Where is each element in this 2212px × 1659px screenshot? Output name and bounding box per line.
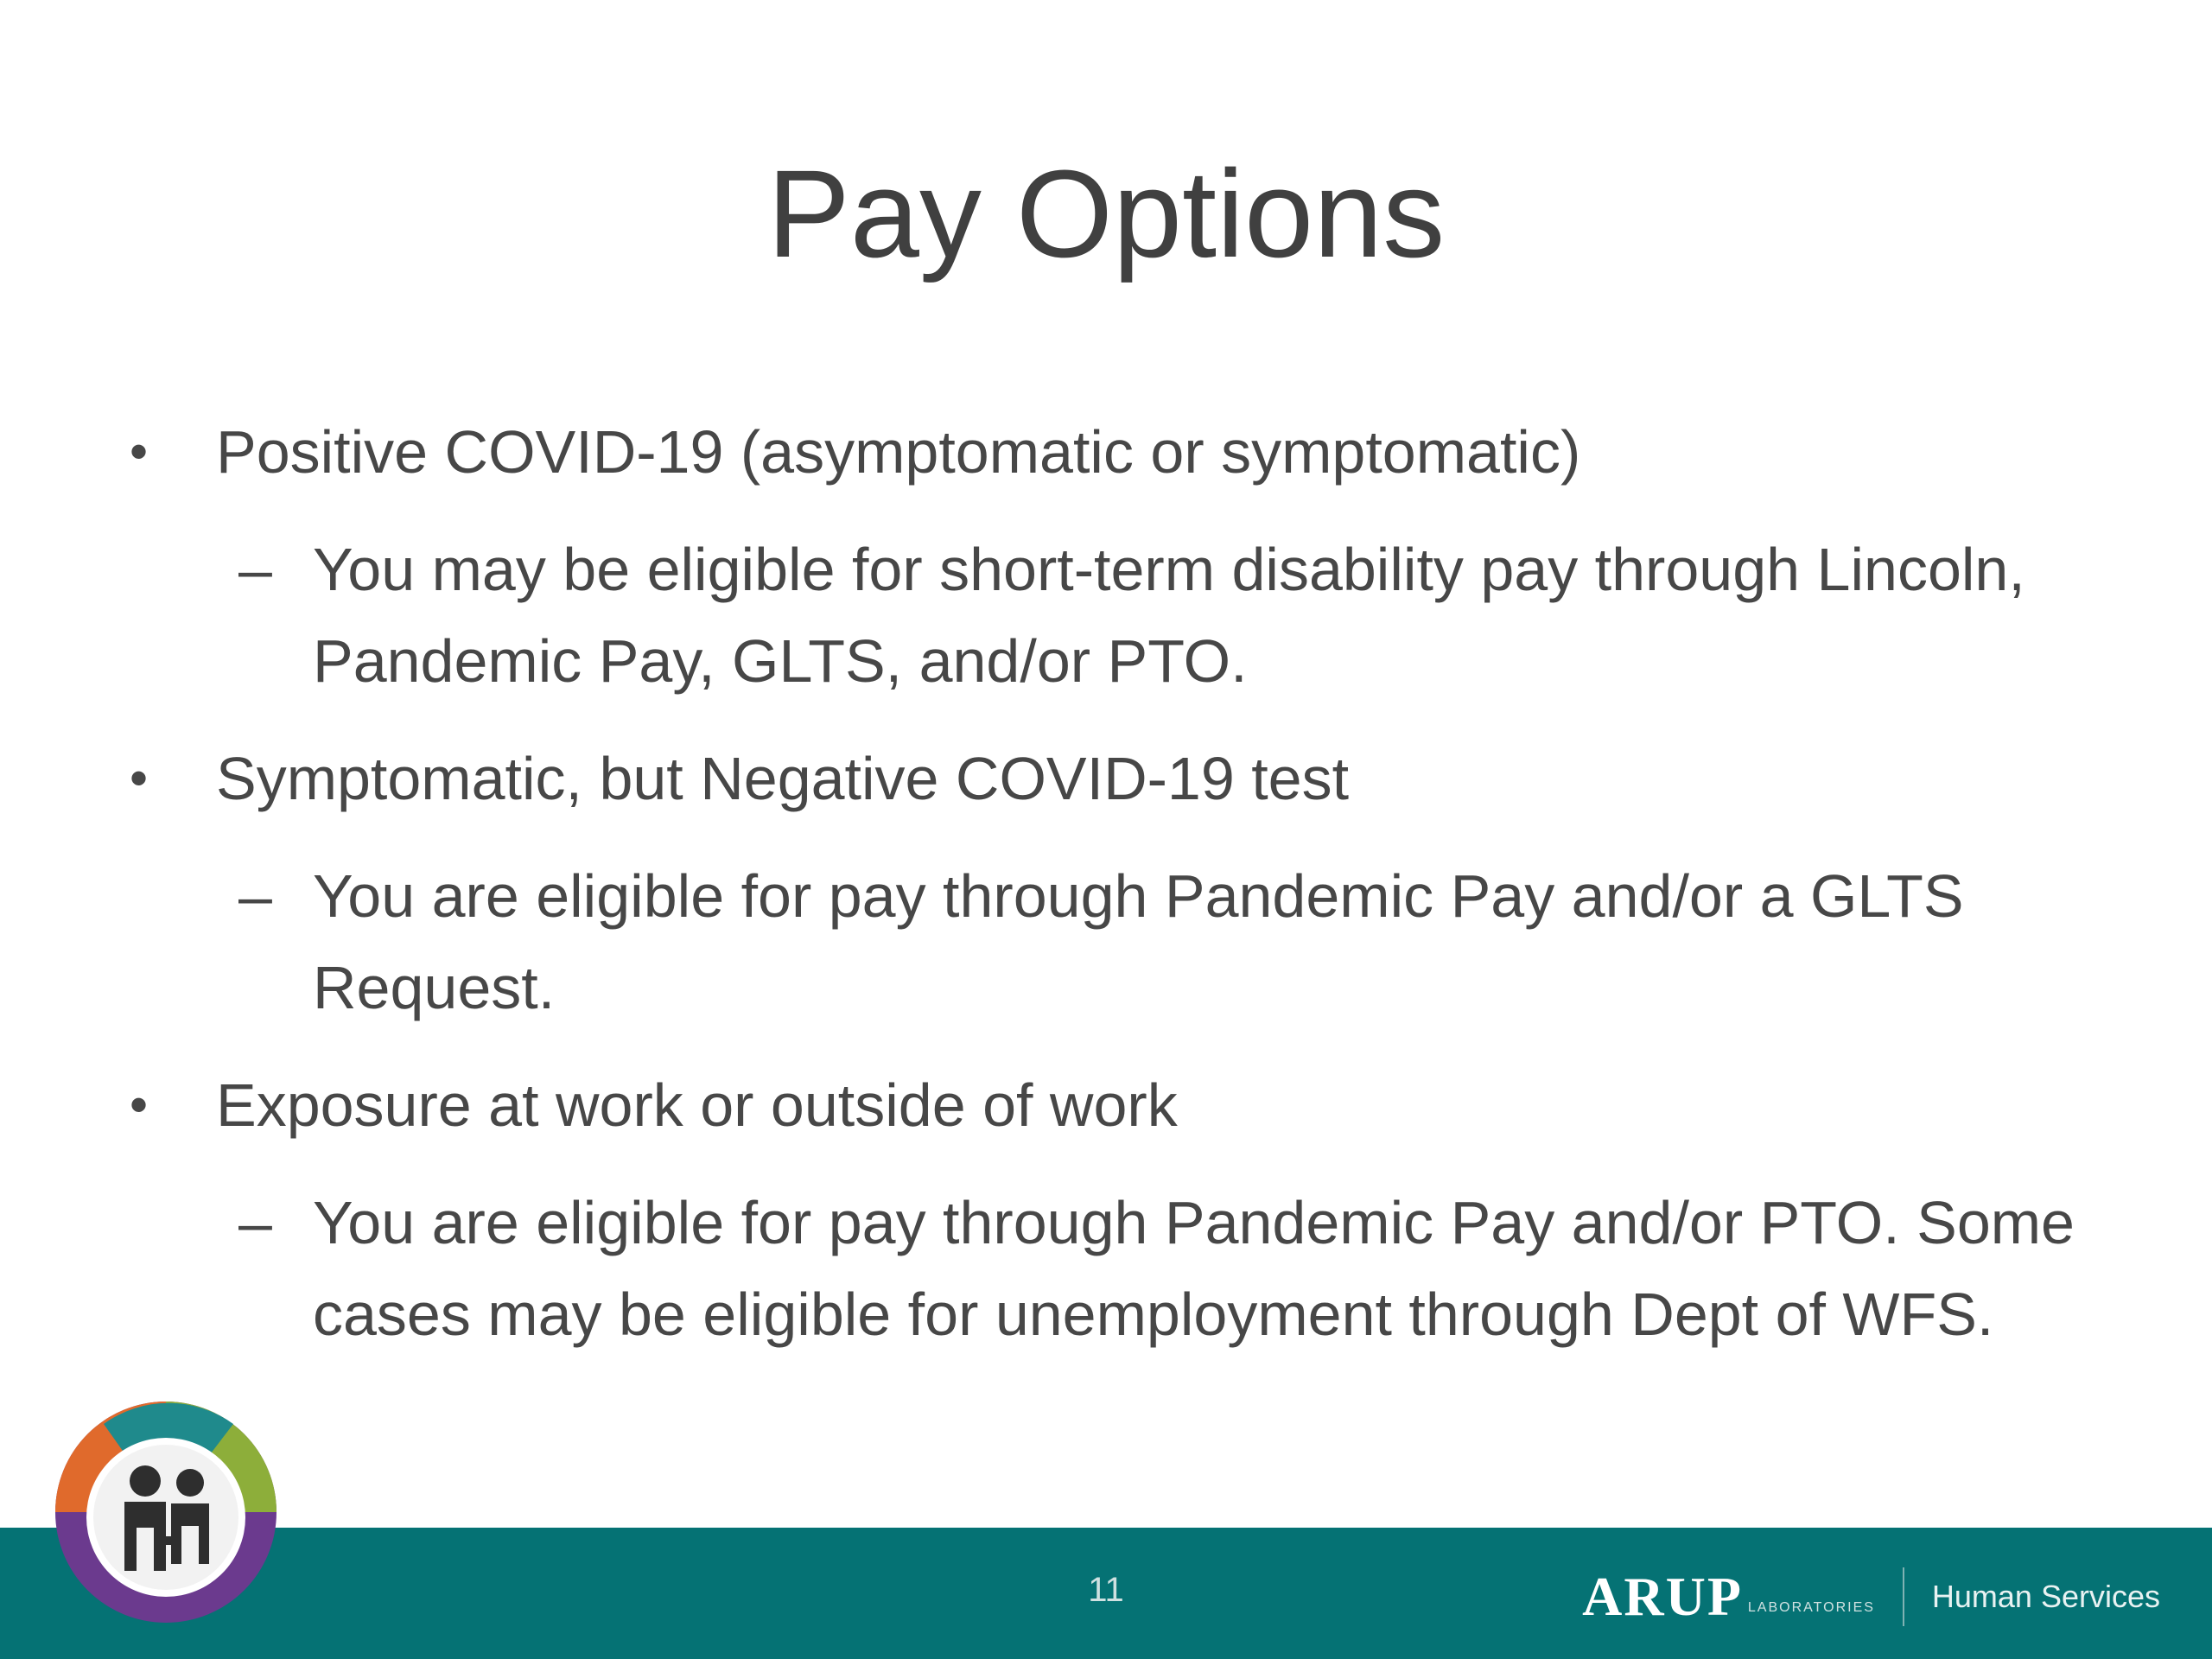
bullet-text: Symptomatic, but Negative COVID-19 test: [216, 745, 1350, 812]
sub-bullet-text: You may be eligible for short-term disability pay through Lincoln, Pandemic Pay, GLTS, and/or PTO.: [313, 536, 2025, 695]
arup-logo-subtext: LABORATORIES: [1747, 1600, 1875, 1615]
bullet-marker: •: [130, 1076, 149, 1134]
brand-block: [1582, 1562, 2160, 1631]
bullet-marker: •: [130, 749, 149, 807]
bullet-item: [121, 733, 2108, 824]
department-label: Human Services: [1931, 1579, 2160, 1614]
bullet-text: Exposure at work or outside of work: [216, 1071, 1178, 1139]
sub-bullet-marker: –: [238, 536, 272, 603]
sub-bullet-marker: –: [238, 1189, 272, 1256]
page-number: 11: [1088, 1571, 1124, 1609]
bullet-text: Positive COVID-19 (asymptomatic or symptomatic): [216, 418, 1581, 486]
bullet-item: [121, 406, 2108, 498]
sub-bullet-marker: –: [238, 862, 272, 930]
sub-bullet-text: You are eligible for pay through Pandemic Pay and/or a GLTS Request.: [313, 862, 1964, 1021]
family-circle-logo-icon: [52, 1398, 280, 1626]
bullet-marker: •: [130, 423, 149, 480]
sub-bullet-item: [121, 524, 2108, 707]
sub-bullet-item: [121, 1177, 2108, 1360]
bullet-list: [121, 406, 2108, 1386]
sub-bullet-item: [121, 850, 2108, 1033]
slide-title: Pay Options: [766, 144, 1446, 283]
arup-logo-text: ARUP: [1582, 1566, 1743, 1627]
bullet-item: [121, 1059, 2108, 1151]
sub-bullet-text: You are eligible for pay through Pandemic Pay and/or PTO. Some cases may be eligible for unemployment through Dept of WFS.: [313, 1189, 2075, 1348]
brand-divider: [1903, 1567, 1904, 1626]
